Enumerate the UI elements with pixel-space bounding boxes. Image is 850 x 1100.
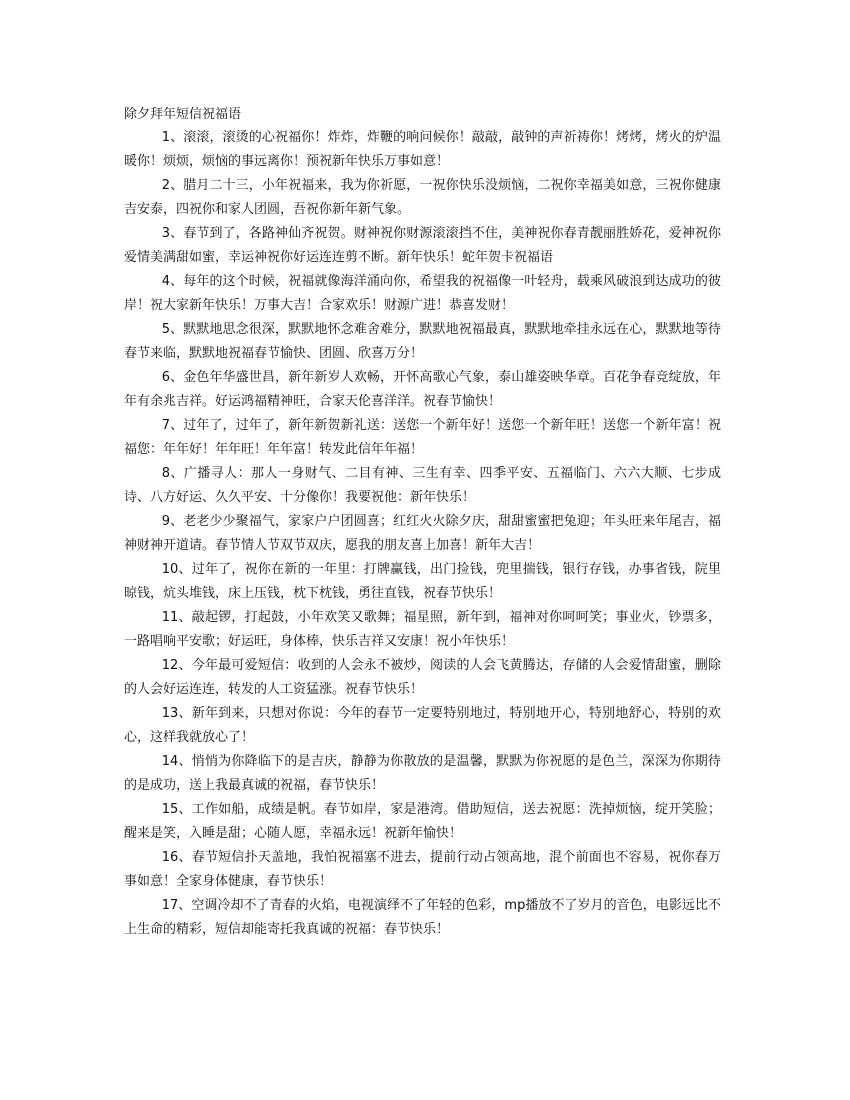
paragraph-14: 14、悄悄为你降临下的是吉庆，静静为你散放的是温馨，默默为你祝愿的是色兰，深深为你期待的是成功，送上我最真诚的祝福，春节快乐！ [124, 754, 721, 793]
document-title: 除夕拜年短信祝福语 [124, 107, 242, 122]
paragraph-1: 1、滚滚，滚烫的心祝福你！炸炸，炸鞭的响问候你！敲敲，敲钟的声祈祷你！烤烤，烤火的炉温暖你！烦烦，烦恼的事远离你！预祝新年快乐万事如意！ [124, 130, 721, 169]
paragraph-2: 2、腊月二十三，小年祝福来，我为你祈愿，一祝你快乐没烦恼，二祝你幸福美如意，三祝你健康吉安泰，四祝你和家人团圆，吾祝你新年新气象。 [124, 178, 721, 217]
paragraph-6: 6、金色年华盛世昌，新年新岁人欢畅，开怀高歌心气象，泰山雄姿映华章。百花争春竞绽放，年年有余兆吉祥。好运鸿福精神旺，合家天伦喜洋洋。祝春节愉快！ [124, 370, 721, 409]
paragraph-17: 17、空调冷却不了青春的火焰，电视演绎不了年轻的色彩，mp播放不了岁月的音色，电影远比不上生命的精彩，短信却能寄托我真诚的祝福：春节快乐！ [124, 898, 721, 937]
paragraph-3: 3、春节到了，各路神仙齐祝贺。财神祝你财源滚滚挡不住，美神祝你春青靓丽胜娇花，爱神祝你爱情美满甜如蜜，幸运神祝你好运连连剪不断。新年快乐！蛇年贺卡祝福语 [124, 226, 721, 265]
paragraph-12: 12、今年最可爱短信：收到的人会永不被炒，阅读的人会飞黄腾达，存储的人会爱情甜蜜，删除的人会好运连连，转发的人工资猛涨。祝春节快乐！ [124, 658, 721, 697]
paragraph-10: 10、过年了，祝你在新的一年里：打牌赢钱，出门捡钱，兜里揣钱，银行存钱，办事省钱，院里晾钱，炕头堆钱，床上压钱，枕下枕钱，勇往直钱，祝春节快乐！ [124, 562, 721, 601]
paragraph-16: 16、春节短信扑天盖地，我怕祝福塞不进去，提前行动占领高地，混个前面也不容易，祝你春万事如意！全家身体健康，春节快乐！ [124, 850, 721, 889]
paragraph-8: 8、广播寻人：那人一身财气、二目有神、三生有幸、四季平安、五福临门、六六大顺、七步成诗、八方好运、久久平安、十分像你！我要祝他：新年快乐！ [124, 466, 721, 505]
paragraph-9: 9、老老少少聚福气，家家户户团圆喜；红红火火除夕庆，甜甜蜜蜜把兔迎；年头旺来年尾吉，福神财神开道请。春节情人节双节双庆，愿我的朋友喜上加喜！新年大吉！ [124, 514, 721, 553]
paragraph-7: 7、过年了，过年了，新年新贺新礼送：送您一个新年好！送您一个新年旺！送您一个新年富！祝福您：年年好！年年旺！年年富！转发此信年年福！ [124, 418, 721, 457]
paragraph-15: 15、工作如船，成绩是帆。春节如岸，家是港湾。借助短信，送去祝愿：洗掉烦恼，绽开笑脸；醒来是笑，入睡是甜；心随人愿，幸福永远！祝新年愉快！ [124, 802, 721, 841]
paragraph-13: 13、新年到来，只想对你说：今年的春节一定要特别地过，特别地开心，特别地舒心，特别的欢心，这样我就放心了！ [124, 706, 721, 745]
document-page [124, 104, 721, 942]
paragraph-11: 11、敲起锣，打起鼓，小年欢笑又歌舞；福星照，新年到，福神对你呵呵笑；事业火，钞票多，一路唱响平安歌；好运旺，身体棒，快乐吉祥又安康！祝小年快乐！ [124, 610, 721, 649]
paragraph-4: 4、每年的这个时候，祝福就像海洋涌向你，希望我的祝福像一叶轻舟，载乘风破浪到达成功的彼岸！祝大家新年快乐！万事大吉！合家欢乐！财源广进！恭喜发财！ [124, 274, 721, 313]
paragraph-5: 5、默默地思念很深，默默地怀念难舍难分，默默地祝福最真，默默地牵挂永远在心，默默地等待春节来临，默默地祝福春节愉快、团圆、欣喜万分！ [124, 322, 721, 361]
